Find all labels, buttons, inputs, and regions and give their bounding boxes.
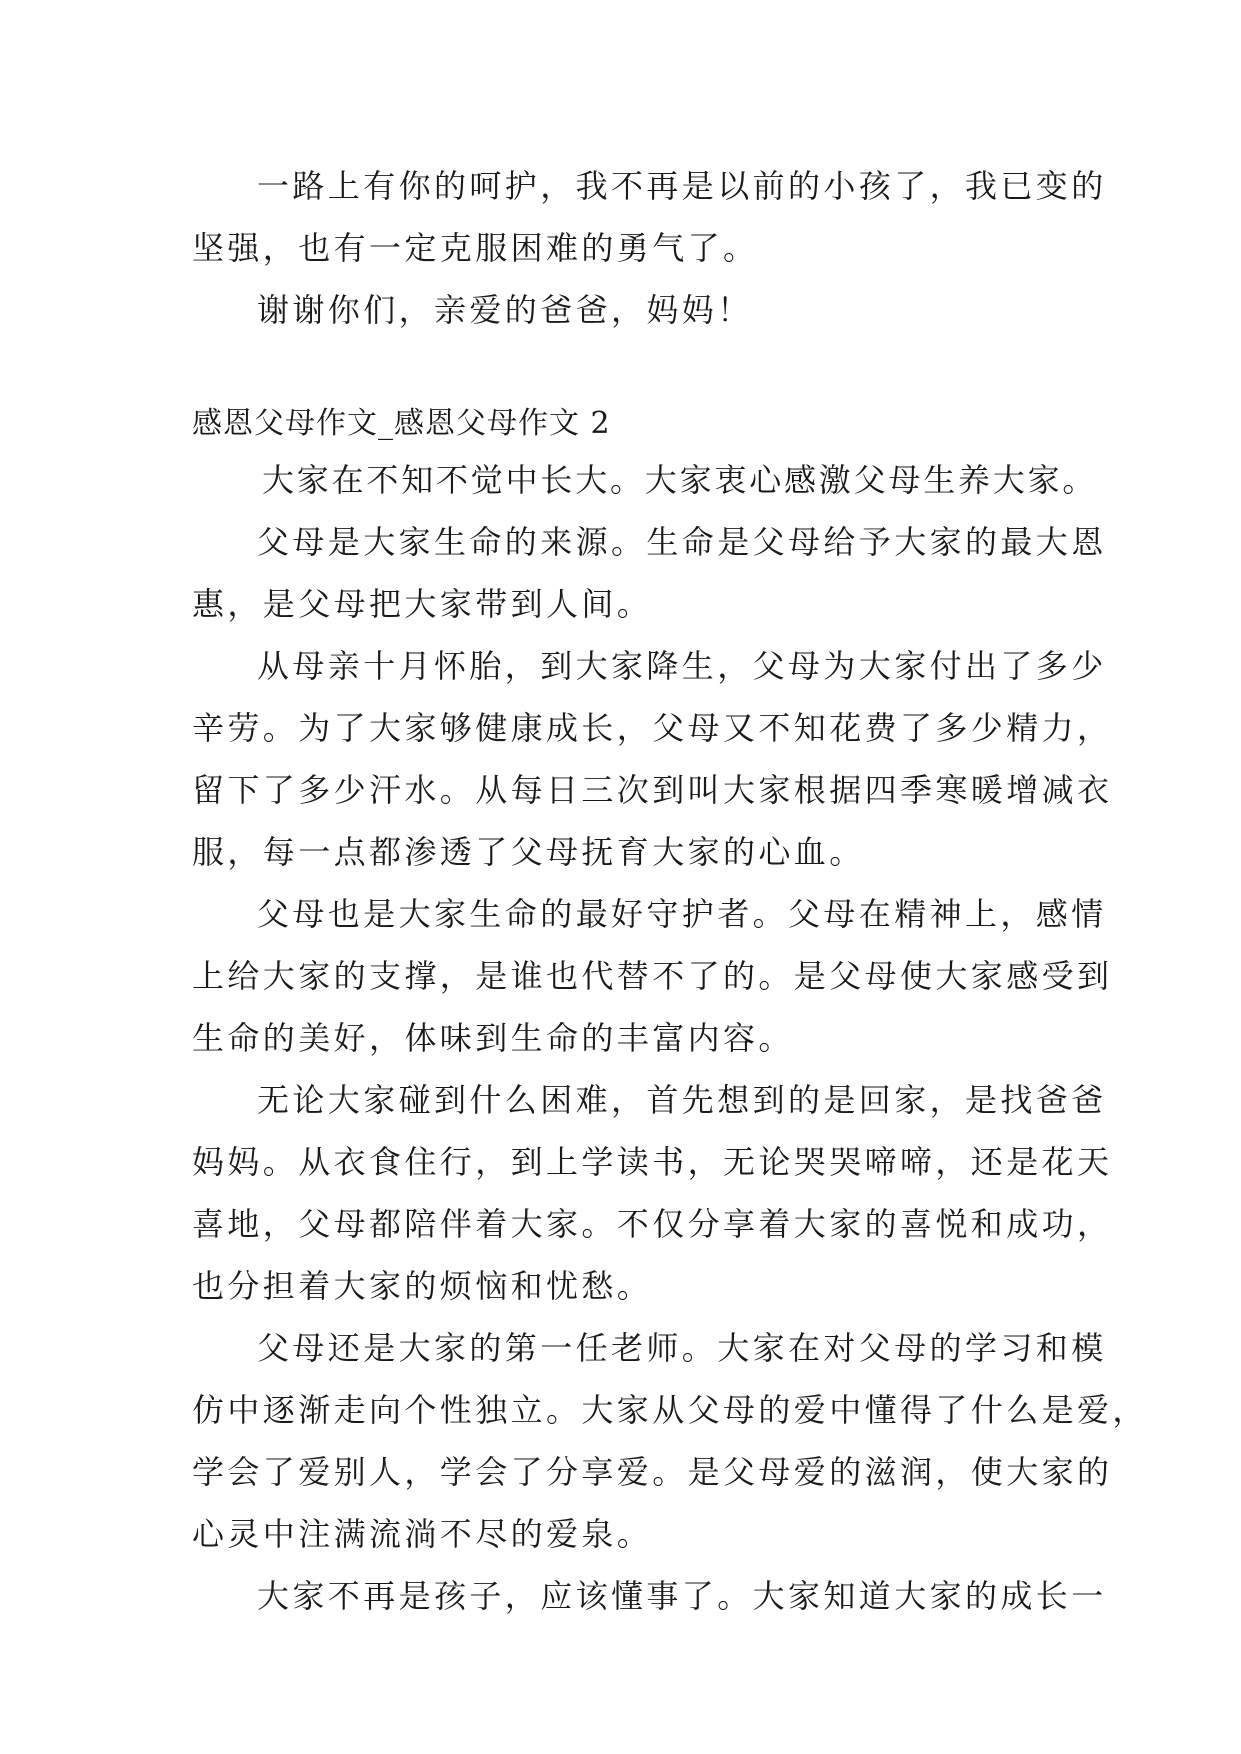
paragraph-line: 心灵中注满流淌不尽的爱泉。 [192,1515,653,1553]
paragraph-line: 坚强，也有一定克服困难的勇气了。 [192,229,759,267]
paragraph-line: 仿中逐渐走向个性独立。大家从父母的爱中懂得了什么是爱， [192,1391,1148,1429]
paragraph-line: 辛劳。为了大家够健康成长，父母又不知花费了多少精力， [192,709,1113,747]
paragraph-line: 留下了多少汗水。从每日三次到叫大家根据四季寒暖增减衣 [192,771,1113,809]
paragraph-line: 也分担着大家的烦恼和忧愁。 [192,1267,653,1305]
paragraph-line: 生命的美好，体味到生命的丰富内容。 [192,1019,794,1057]
paragraph-line: 学会了爱别人，学会了分享爱。是父母爱的滋润，使大家的 [192,1453,1113,1491]
paragraph-line: 服，每一点都渗透了父母抚育大家的心血。 [192,833,865,871]
paragraph-line: 一路上有你的呵护，我不再是以前的小孩了，我已变的 [257,167,1107,205]
paragraph-line: 父母也是大家生命的最好守护者。父母在精神上，感情 [257,895,1107,933]
paragraph-line: 父母还是大家的第一任老师。大家在对父母的学习和模 [257,1329,1107,1367]
paragraph-line: 妈妈。从衣食住行，到上学读书，无论哭哭啼啼，还是花天 [192,1143,1113,1181]
paragraph-line: 大家不再是孩子，应该懂事了。大家知道大家的成长一 [257,1577,1107,1615]
paragraph-line: 父母是大家生命的来源。生命是父母给予大家的最大恩 [257,523,1107,561]
paragraph-line: 谢谢你们，亲爱的爸爸，妈妈！ [257,291,753,329]
paragraph-line: 上给大家的支撑，是谁也代替不了的。是父母使大家感受到 [192,957,1113,995]
section-title: 感恩父母作文_感恩父母作文 2 [192,406,611,441]
paragraph-line: 惠，是父母把大家带到人间。 [192,585,653,623]
paragraph-line: 从母亲十月怀胎，到大家降生，父母为大家付出了多少 [257,647,1107,685]
paragraph-line: 喜地，父母都陪伴着大家。不仅分享着大家的喜悦和成功， [192,1205,1113,1243]
paragraph-line: 无论大家碰到什么困难，首先想到的是回家，是找爸爸 [257,1081,1107,1119]
paragraph-line: 大家在不知不觉中长大。大家衷心感激父母生养大家。 [262,461,1098,499]
